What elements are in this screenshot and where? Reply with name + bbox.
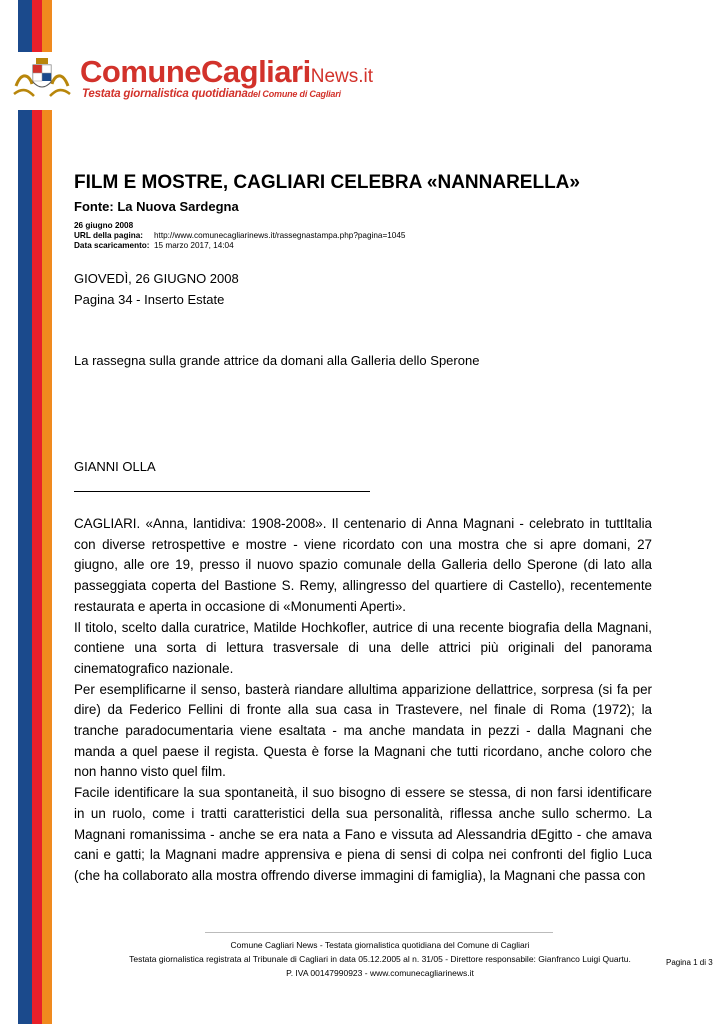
brand-main: ComuneCagliari: [80, 54, 311, 89]
stripe-orange: [42, 0, 52, 1024]
footer-line-3: P. IVA 00147990923 - www.comunecagliarinews.it: [286, 968, 474, 978]
article-author: GIANNI OLLA: [74, 459, 156, 474]
url-label: URL della pagina:: [74, 231, 143, 240]
footer-line-2: Testata giornalistica registrata al Tribunale di Cagliari in data 05.12.2005 al n. 31/05 - Direttore responsabile: Gianfranco Luigi Quartu.: [129, 954, 631, 964]
stripe-blue: [18, 0, 32, 1024]
brand-suffix: News.it: [310, 66, 374, 87]
article-date: 26 giugno 2008: [74, 221, 134, 230]
brand-name: [80, 54, 373, 90]
download-label: Data scaricamento:: [74, 241, 150, 250]
body-paragraph: CAGLIARI. «Anna, lantidiva: 1908-2008». Il centenario di Anna Magnani - celebrato in tuttItalia con diverse retrospettive e mostre - viene ricordato con una mostra che si apre domani, 27 giugno, alle ore 19, presso il nuovo spazio comunale della Galleria dello Sperone (di lato alla passeggiata coperta del Bastione S. Remy, allingresso del quartiere di Castello), recentemente restaurata e aperta in occasione di «Monumenti Aperti».: [74, 516, 652, 614]
article-title: FILM E MOSTRE, CAGLIARI CELEBRA «NANNARELLA»: [74, 172, 580, 193]
article-source: Fonte: La Nuova Sardegna: [74, 199, 239, 214]
brand-tagline: [82, 88, 341, 100]
crest-icon: [12, 56, 72, 100]
footer-line-1: Comune Cagliari News - Testata giornalistica quotidiana del Comune di Cagliari: [230, 940, 530, 950]
download-date: 15 marzo 2017, 14:04: [154, 241, 234, 250]
footer-rule: [205, 932, 553, 933]
article-subtitle: La rassegna sulla grande attrice da domani alla Galleria dello Sperone: [74, 353, 480, 368]
page-footer: [100, 938, 660, 980]
body-paragraph: Per esemplificarne il senso, basterà riandare allultima apparizione dellattrice, sorpresa (si fa per dire) da Federico Fellini di fronte alla sua casa in Trastevere, nel finale di Roma (1972); la tranche paradocumentaria viene esaltata - ma anche mandata in pezzi - dalla Magnani che manda a quel paese il regista. Questa è forse la Magnani che tutti ricordano, anche coloro che non hanno visto quel film.: [74, 681, 652, 780]
site-logo[interactable]: [10, 52, 374, 110]
page-line: Pagina 34 - Inserto Estate: [74, 292, 225, 307]
page-url[interactable]: http://www.comunecagliarinews.it/rassegnastampa.php?pagina=1045: [154, 231, 406, 240]
article-body: [74, 514, 652, 887]
side-color-stripes: [18, 0, 52, 1024]
body-paragraph: Il titolo, scelto dalla curatrice, Matilde Hochkofler, autrice di una recente biografia della Magnani, contiene una sorta di lettura trasversale di una delle attrici più originali del panorama cinematografico nazionale.: [74, 619, 652, 676]
stripe-red: [32, 0, 42, 1024]
day-line: GIOVEDÌ, 26 GIUGNO 2008: [74, 271, 239, 286]
tagline-main: Testata giornalistica quotidiana: [82, 88, 248, 100]
author-divider: [74, 491, 370, 492]
tagline-small: del Comune di Cagliari: [247, 89, 341, 99]
page-indicator: Pagina 1 di 3: [666, 958, 713, 967]
body-paragraph: Facile identificare la sua spontaneità, il suo bisogno di essere se stessa, di non farsi identificare in un ruolo, come i tratti caratteristici della sua personalità, riflessa anche sullo schermo. La Magnani romanissima - anche se era nata a Fano e vissuta ad Alessandria dEgitto - che amava cani e gatti; la Magnani madre apprensiva e piena di sensi di colpa nei confronti del figlio Luca (che ha collaborato alla mostra offrendo diverse immagini di famiglia), la Magnani che passa con: [74, 785, 652, 883]
article-meta: [74, 221, 405, 251]
